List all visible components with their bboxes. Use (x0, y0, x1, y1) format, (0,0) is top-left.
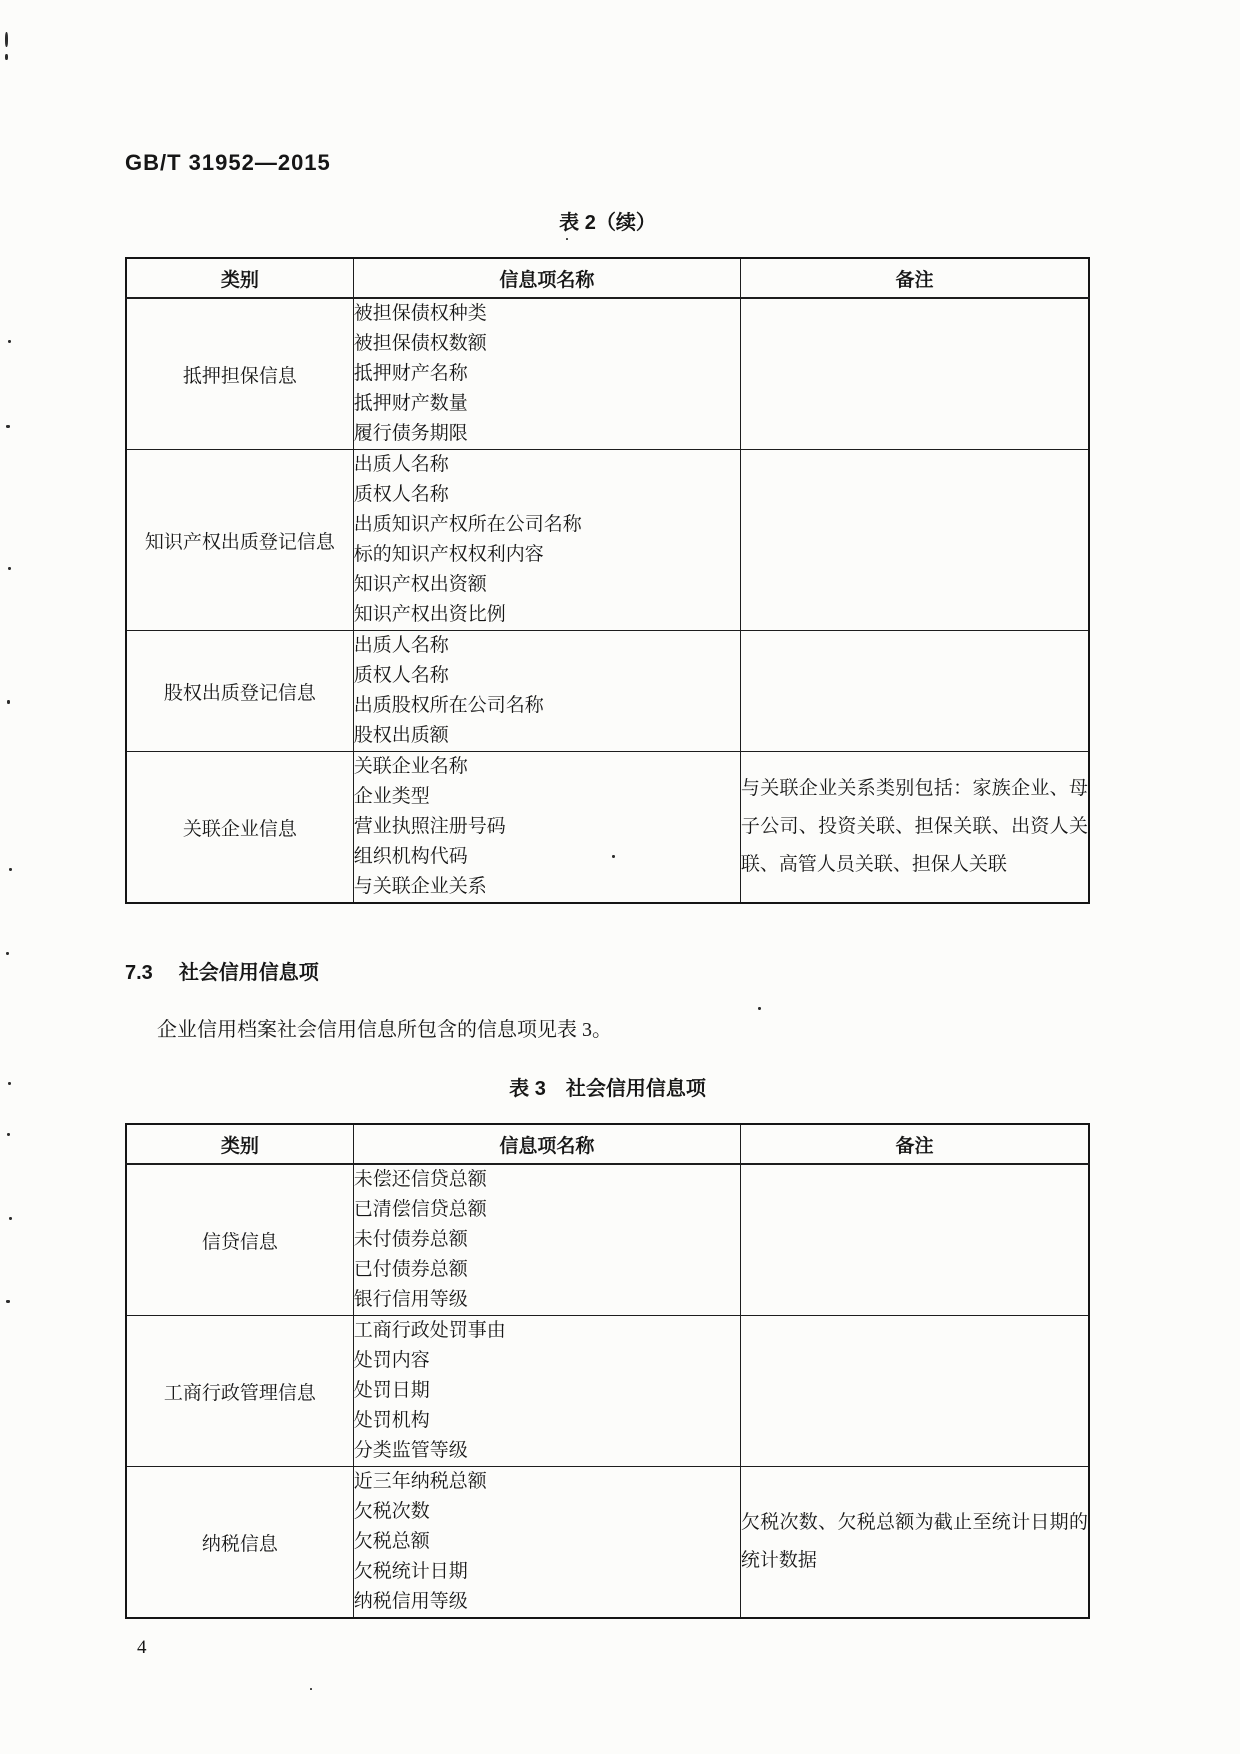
info-item: 抵押财产名称 (353, 363, 468, 384)
section-heading (125, 956, 1090, 985)
items-cell (353, 1467, 740, 1619)
category-cell: 股权出质登记信息 (126, 631, 353, 752)
info-item: 工商行政处罚事由 (353, 1320, 506, 1341)
info-item: 股权出质额 (353, 725, 449, 746)
scan-speck (7, 700, 10, 704)
table-row (126, 298, 1089, 450)
info-item: 抵押财产数量 (353, 393, 468, 414)
category-cell: 工商行政管理信息 (126, 1316, 353, 1467)
page-content (125, 0, 1090, 1659)
items-cell (353, 631, 740, 752)
category-cell: 关联企业信息 (126, 752, 353, 904)
column-header-category: 类别 (126, 258, 353, 298)
table-row (126, 752, 1089, 904)
category-cell: 纳税信息 (126, 1467, 353, 1619)
info-item: 出质人名称 (353, 454, 449, 475)
remark-cell: 与关联企业关系类别包括：家族企业、母子公司、投资关联、担保关联、出资人关联、高管人员关联、担保人关联 (740, 752, 1089, 904)
info-item: 分类监管等级 (353, 1440, 468, 1461)
column-header-category: 类别 (126, 1124, 353, 1164)
table-row (126, 1467, 1089, 1619)
column-header-item-name: 信息项名称 (353, 258, 740, 298)
info-item: 出质知识产权所在公司名称 (353, 514, 582, 535)
info-item: 处罚日期 (353, 1380, 430, 1401)
items-cell (353, 298, 740, 450)
scan-speck (7, 1133, 10, 1136)
column-header-remark: 备注 (740, 258, 1089, 298)
info-item: 被担保债权种类 (353, 303, 487, 324)
column-header-item-name: 信息项名称 (353, 1124, 740, 1164)
scan-speck (9, 868, 12, 871)
table-row (126, 631, 1089, 752)
info-item: 质权人名称 (353, 484, 449, 505)
info-item: 质权人名称 (353, 665, 449, 686)
info-item: 出质人名称 (353, 635, 449, 656)
remark-cell (740, 298, 1089, 450)
info-item: 银行信用等级 (353, 1289, 468, 1310)
category-cell: 知识产权出质登记信息 (126, 450, 353, 631)
scan-speck (5, 32, 8, 47)
scan-speck (8, 340, 11, 343)
column-header-remark: 备注 (740, 1124, 1089, 1164)
scan-speck (6, 425, 10, 428)
info-item: 被担保债权数额 (353, 333, 487, 354)
table3-title: 表 3 社会信用信息项 (509, 1078, 706, 1100)
info-item: 处罚内容 (353, 1350, 430, 1371)
scan-speck (8, 567, 11, 570)
info-item: 已清偿信贷总额 (353, 1199, 487, 1220)
table3 (125, 1123, 1090, 1619)
info-item: 未付债券总额 (353, 1229, 468, 1250)
items-cell (353, 450, 740, 631)
category-cell: 抵押担保信息 (126, 298, 353, 450)
info-item: 已付债券总额 (353, 1259, 468, 1280)
table2-title: 表 2（续） (559, 212, 656, 234)
table-row (126, 1316, 1089, 1467)
table3-header-row (126, 1124, 1089, 1164)
info-item: 近三年纳税总额 (353, 1471, 487, 1492)
table-row (126, 450, 1089, 631)
standard-number: GB/T 31952—2015 (125, 150, 331, 175)
info-item: 欠税统计日期 (353, 1561, 468, 1582)
section-title: 社会信用信息项 (178, 962, 319, 984)
info-item: 企业类型 (353, 786, 430, 807)
info-item: 营业执照注册号码 (353, 816, 506, 837)
info-item: 出质股权所在公司名称 (353, 695, 544, 716)
items-cell (353, 1164, 740, 1316)
table2 (125, 257, 1090, 904)
items-cell (353, 752, 740, 904)
scan-speck (310, 1688, 312, 1690)
remark-cell (740, 450, 1089, 631)
category-cell: 信贷信息 (126, 1164, 353, 1316)
info-item: 与关联企业关系 (353, 876, 487, 897)
remark-cell: 欠税次数、欠税总额为截止至统计日期的统计数据 (740, 1467, 1089, 1619)
info-item: 履行债务期限 (353, 423, 468, 444)
info-item: 未偿还信贷总额 (353, 1169, 487, 1190)
info-item: 纳税信用等级 (353, 1591, 468, 1612)
info-item: 处罚机构 (353, 1410, 430, 1431)
page-number: 4 (137, 1637, 147, 1658)
scan-speck (6, 952, 9, 955)
section-number: 7.3 (125, 962, 153, 984)
scan-speck (9, 1217, 12, 1220)
info-item: 欠税次数 (353, 1501, 430, 1522)
info-item: 组织机构代码 (353, 846, 468, 867)
info-item: 欠税总额 (353, 1531, 430, 1552)
remark-cell (740, 1164, 1089, 1316)
scan-speck (6, 1300, 10, 1303)
scan-speck (5, 54, 8, 60)
remark-cell (740, 631, 1089, 752)
info-item: 知识产权出资比例 (353, 604, 506, 625)
info-item: 关联企业名称 (353, 756, 468, 777)
items-cell (353, 1316, 740, 1467)
body-paragraph: 企业信用档案社会信用信息所包含的信息项见表 3。 (157, 1019, 612, 1041)
table-row (126, 1164, 1089, 1316)
scan-speck (8, 1082, 11, 1085)
table2-header-row (126, 258, 1089, 298)
info-item: 标的知识产权权利内容 (353, 544, 544, 565)
info-item: 知识产权出资额 (353, 574, 487, 595)
remark-cell (740, 1316, 1089, 1467)
